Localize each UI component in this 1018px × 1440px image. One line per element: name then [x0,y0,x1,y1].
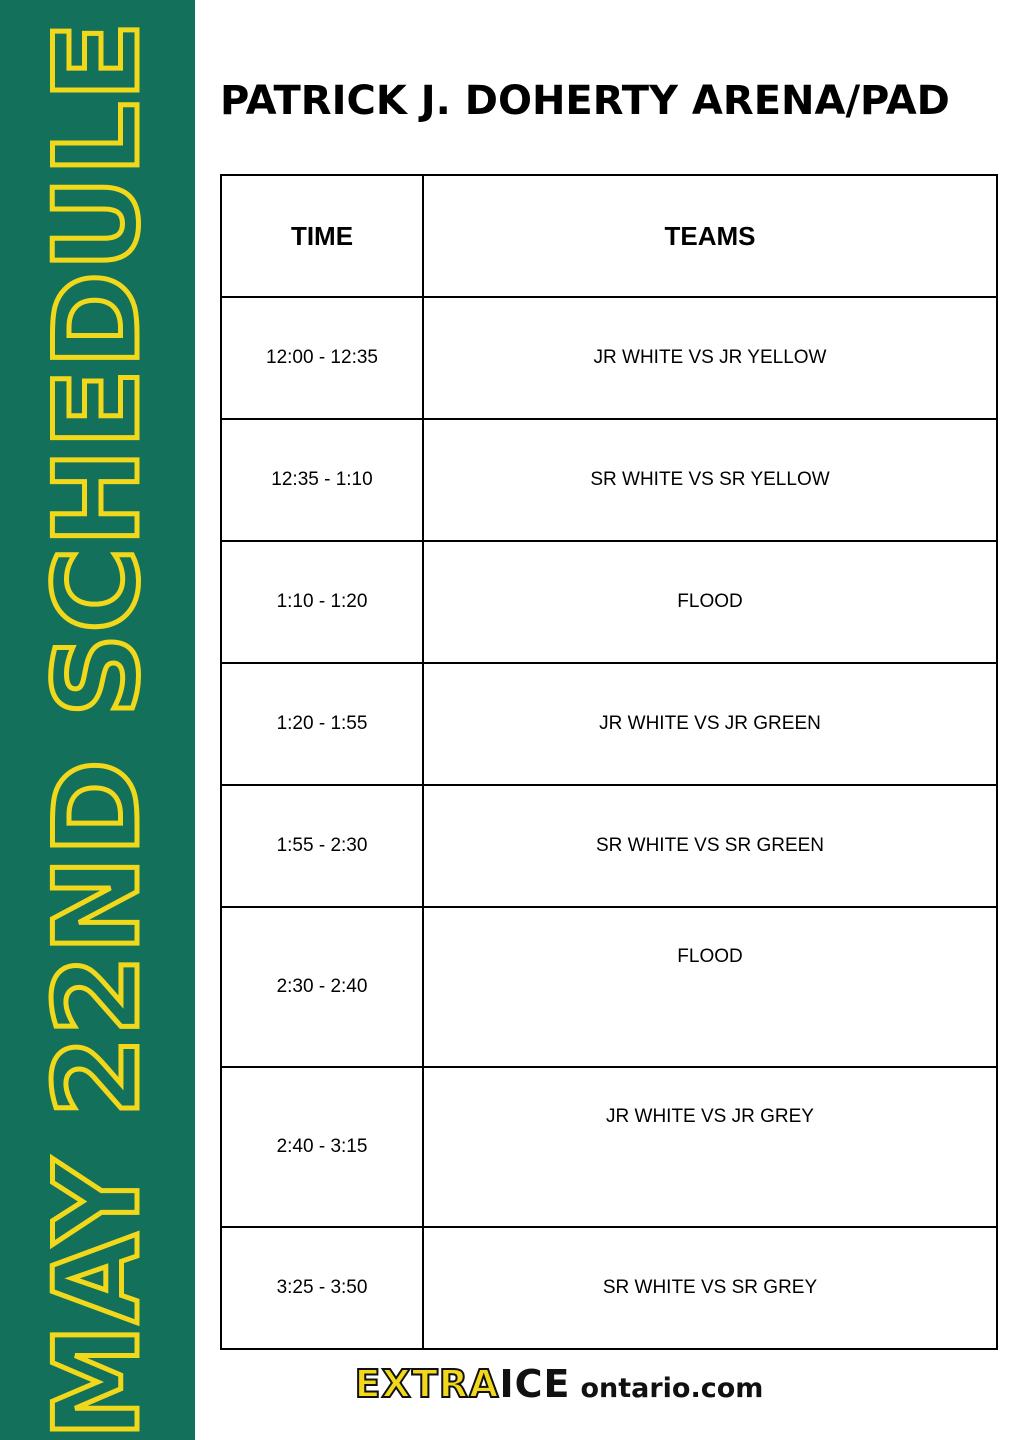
venue-title: PATRICK J. DOHERTY ARENA/PAD [220,78,950,124]
brand-logo [355,1362,764,1406]
logo-extra-text: EXTRA [354,1362,500,1406]
table-row [221,785,997,907]
cell-teams: FLOOD [423,541,997,663]
cell-time: 1:10 - 1:20 [221,541,423,663]
cell-time: 2:30 - 2:40 [221,907,423,1067]
cell-time: 12:00 - 12:35 [221,297,423,419]
cell-teams: FLOOD [423,907,997,1067]
table-row [221,541,997,663]
cell-teams: JR WHITE VS JR GREEN [423,663,997,785]
cell-teams: JR WHITE VS JR YELLOW [423,297,997,419]
cell-time: 2:40 - 3:15 [221,1067,423,1227]
cell-teams: JR WHITE VS JR GREY [423,1067,997,1227]
cell-time: 1:20 - 1:55 [221,663,423,785]
schedule-table [220,174,998,1350]
table-row [221,907,997,1067]
cell-time: 3:25 - 3:50 [221,1227,423,1349]
table-row [221,663,997,785]
header-teams: TEAMS [423,175,997,297]
table-header-row [221,175,997,297]
header-time: TIME [221,175,423,297]
cell-teams: SR WHITE VS SR GREEN [423,785,997,907]
logo-ice-text: ICE [499,1362,571,1406]
cell-teams: SR WHITE VS SR GREY [423,1227,997,1349]
table-row [221,419,997,541]
sidebar [0,0,195,1440]
footer [0,1362,1018,1406]
table-row [221,1227,997,1349]
table-row [221,1067,997,1227]
cell-time: 1:55 - 2:30 [221,785,423,907]
logo-domain-text: ontario.com [580,1373,764,1404]
cell-teams: SR WHITE VS SR YELLOW [423,419,997,541]
table-row [221,297,997,419]
sidebar-title: MAY 22ND SCHEDULE [30,20,165,1440]
cell-time: 12:35 - 1:10 [221,419,423,541]
